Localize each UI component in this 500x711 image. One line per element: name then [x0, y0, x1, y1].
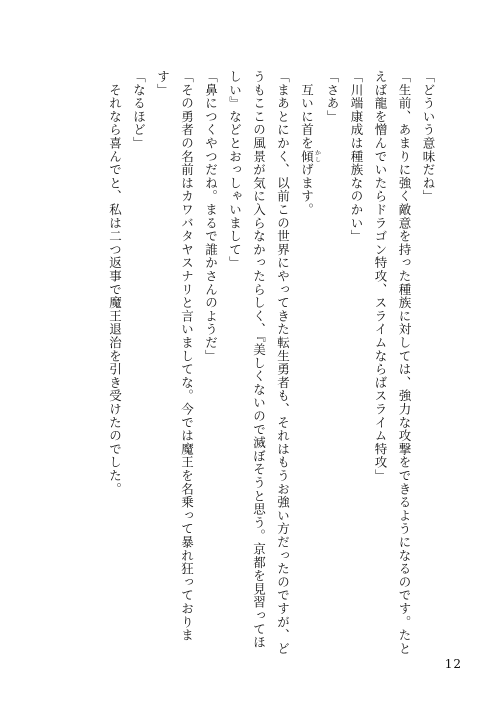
text-segment: げます。 — [299, 163, 315, 217]
text-line: す」 — [155, 70, 171, 97]
text-line: 「生前、あまりに強く敵意を持った種族に対しては、強力な攻撃をできるようになるのです。たと — [397, 70, 412, 656]
ruby-base: 傾 — [299, 149, 315, 164]
text-line-with-ruby — [295, 70, 321, 630]
text-line: えば龍を憎んでいたらドラゴン特攻、スライムならばスライム特攻」 — [373, 70, 388, 483]
text-line: うもここの風景が気に入らなかったらしく、『美しくないので滅ぼそうと思う。京都を見習ってほ — [251, 70, 267, 649]
text-segment: 互いに首を — [299, 70, 315, 150]
ruby-reading: かし — [313, 149, 321, 164]
page-number: 12 — [444, 657, 462, 671]
text-line: 「なるほど」 — [131, 70, 147, 150]
text-line: それなら喜んでと、私は二つ返事で魔王退治を引き受けたのでした。 — [107, 70, 123, 496]
text-line: 「その勇者の名前はカワバタヤスナリと言いましてな。今では魔王を名乗って暴れ狂っておりま — [179, 70, 195, 642]
text-line: 「鼻につくやつだね。まるで誰かさんのようだ」 — [203, 70, 219, 363]
text-line: 「さあ」 — [325, 70, 340, 124]
text-line: 「川端康成は種族なのかい」 — [349, 70, 364, 243]
text-line: 「まあとにかく、以前この世界にやってきた転生勇者も、それはもうお強い方だったのですが、ど — [275, 70, 291, 656]
ruby-annotation — [299, 149, 321, 164]
text-line: 「どういう意味だね」 — [421, 70, 436, 203]
body-text — [103, 70, 441, 656]
text-line: しい』などとおっしゃいまして」 — [227, 70, 243, 270]
